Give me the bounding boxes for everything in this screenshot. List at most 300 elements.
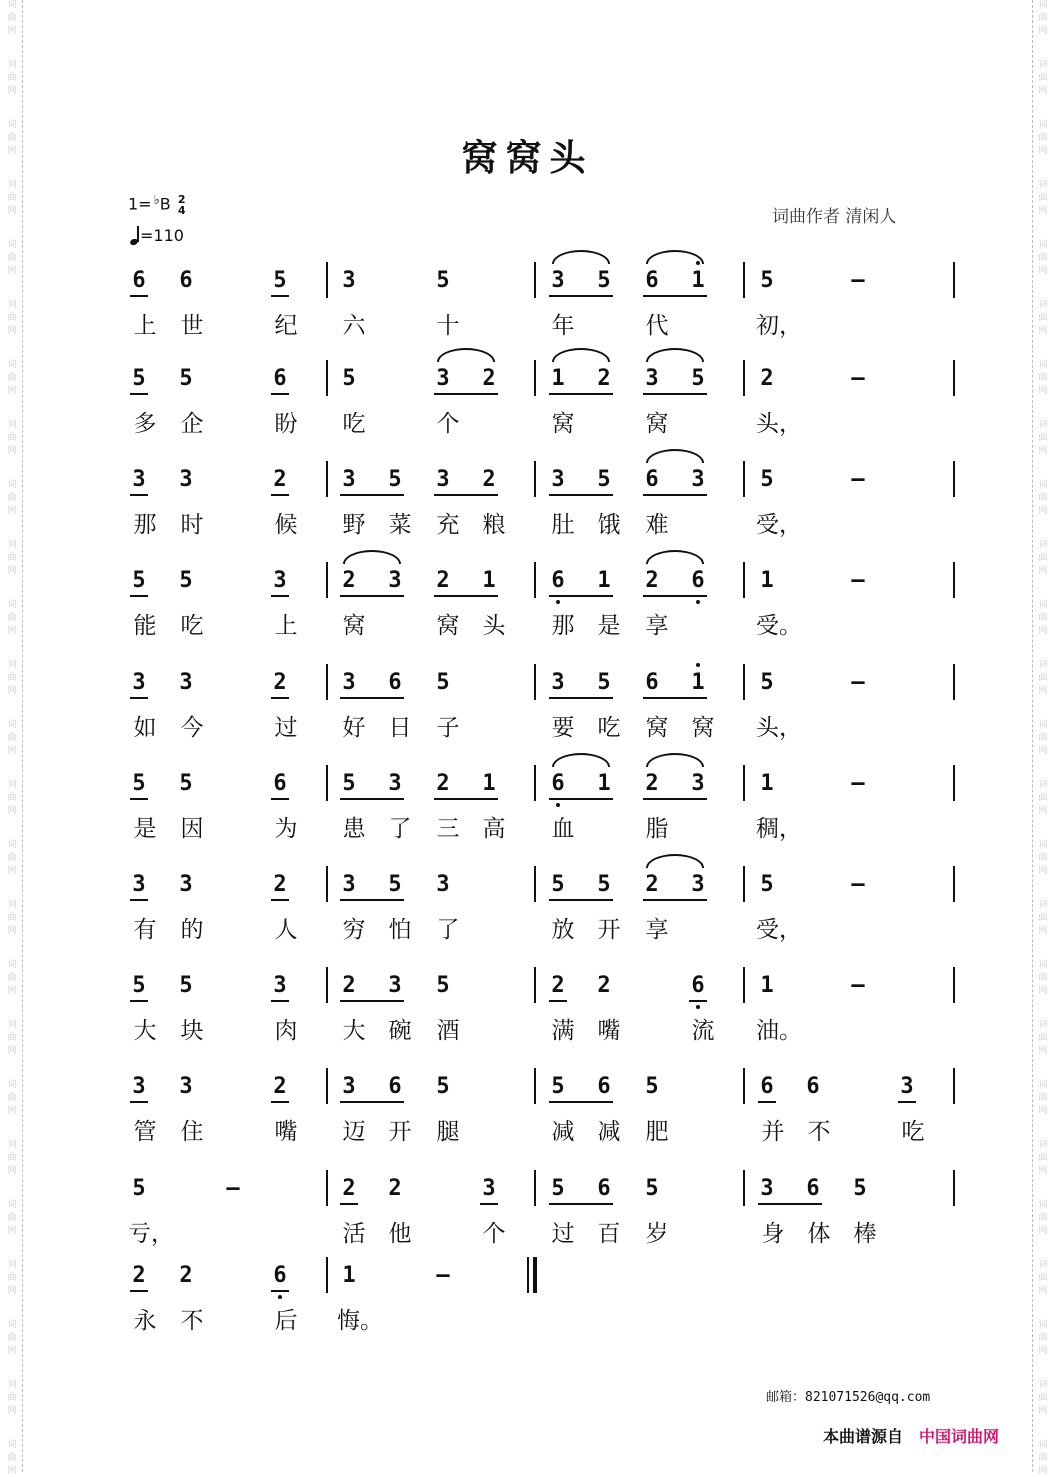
final-barline-thin [527,1257,529,1293]
note: 2 [273,1074,287,1099]
lyric-char: 开 [388,1119,412,1145]
note: 3 [342,1074,356,1099]
note: 3 [179,467,193,492]
barline [743,262,745,298]
watermark-glyph: 词 [1038,300,1048,310]
watermark-glyph: 曲 [7,1153,17,1163]
note: 6 [806,1176,820,1201]
eighth-underline [340,1203,358,1205]
note: 3 [760,1176,774,1201]
note: 5 [179,568,193,593]
note: 1 [482,568,496,593]
watermark-glyph: 曲 [7,973,17,983]
source-brand: 中国词曲网 [919,1427,1000,1446]
eighth-underline [340,494,404,496]
lyric-char: 是 [597,613,621,639]
lyric-char: 块 [180,1018,204,1044]
lyric-char: 人 [274,917,298,943]
watermark-glyph: 词 [1038,1140,1048,1150]
eighth-underline [340,798,404,800]
watermark-glyph: 曲 [1038,1453,1048,1463]
eighth-underline [271,494,289,496]
source-label: 本曲谱源自 [823,1427,904,1446]
lyric-char: 窝 [691,715,715,741]
watermark-glyph: 曲 [7,1393,17,1403]
note: 3 [132,467,146,492]
eighth-underline [271,1290,289,1292]
note: 2 [760,366,774,391]
lyric-char: 亏， [128,1221,174,1247]
lyric-char: 窝 [436,613,460,639]
lyric-char: 子 [436,715,460,741]
watermark-glyph: 网 [7,806,17,816]
lyric-char: 满 [551,1018,575,1044]
lyric-char: 活 [342,1221,366,1247]
lyric-char: 大 [342,1018,366,1044]
eighth-underline [549,697,613,699]
barline [743,461,745,497]
slur-arc [646,854,704,868]
lyric-char: 住 [180,1119,204,1145]
watermark-glyph: 曲 [1038,493,1048,503]
lyric-char: 稠， [756,816,802,842]
lyric-char: 纪 [274,313,298,339]
eighth-underline [340,899,404,901]
eighth-underline [549,494,613,496]
watermark-glyph: 词 [1038,600,1048,610]
lyric-char: 永 [133,1308,157,1334]
note: 5 [179,366,193,391]
note: 3 [273,568,287,593]
lyric-char: 个 [482,1221,506,1247]
eighth-underline [271,697,289,699]
lyric-char: 嘴 [274,1119,298,1145]
lyric-char: 开 [597,917,621,943]
note: 2 [597,366,611,391]
barline [534,664,536,700]
watermark-glyph: 词 [1038,1380,1048,1390]
barline [953,664,955,700]
note: 5 [597,467,611,492]
note: 3 [342,670,356,695]
watermark-glyph: 曲 [1038,733,1048,743]
lyric-char: 流 [691,1018,715,1044]
watermark-glyph: 词 [7,1020,17,1030]
lyric-char: 饿 [597,512,621,538]
slur-arc [552,348,610,362]
barline [743,664,745,700]
note: 3 [551,268,565,293]
watermark-glyph: 词 [7,60,17,70]
eighth-underline [643,798,707,800]
watermark-glyph: 词 [1038,540,1048,550]
note: 6 [597,1074,611,1099]
watermark-glyph: 词 [1038,180,1048,190]
eighth-underline [480,1203,498,1205]
watermark-glyph: 曲 [7,793,17,803]
note: 3 [179,1074,193,1099]
watermark-glyph: 曲 [1038,1093,1048,1103]
watermark-glyph: 网 [7,206,17,216]
note: 3 [342,872,356,897]
lyric-char: 六 [342,313,366,339]
lyric-char: 管 [133,1119,157,1145]
lyric-char: 有 [133,917,157,943]
watermark-glyph: 网 [1038,386,1048,396]
watermark-glyph: 曲 [7,1093,17,1103]
lyric-char: 窝 [645,715,669,741]
slur-arc [437,348,495,362]
barline [534,967,536,1003]
note: 3 [645,366,659,391]
note: 5 [179,771,193,796]
watermark-glyph: 词 [7,660,17,670]
slur-arc [552,250,610,264]
lyric-char: 菜 [388,512,412,538]
eighth-underline [340,697,404,699]
slur-arc [343,550,401,564]
watermark-glyph: 网 [7,1406,17,1416]
lyric-char: 肉 [274,1018,298,1044]
watermark-glyph: 曲 [7,193,17,203]
note: – [851,670,865,695]
lyric-char: 个 [436,411,460,437]
barline [326,262,328,298]
barline [326,1068,328,1104]
lyric-char: 是 [133,816,157,842]
note: 5 [551,1074,565,1099]
watermark-glyph: 网 [1038,986,1048,996]
note: 3 [482,1176,496,1201]
lyric-char: 身 [761,1221,785,1247]
eighth-underline [130,798,148,800]
note: 6 [691,973,705,998]
barline [534,765,536,801]
lyric-char: 血 [551,816,575,842]
note: 6 [645,670,659,695]
eighth-underline [271,595,289,597]
watermark-glyph: 曲 [1038,1393,1048,1403]
slur-arc [552,753,610,767]
watermark-glyph: 曲 [1038,73,1048,83]
lyric-char: 世 [180,313,204,339]
barline [534,262,536,298]
tempo-value: =110 [140,226,184,245]
note: 3 [691,872,705,897]
watermark-glyph: 曲 [7,673,17,683]
lyric-char: 了 [436,917,460,943]
watermark-glyph: 词 [7,1320,17,1330]
watermark-glyph: 词 [7,960,17,970]
note: 5 [132,1176,146,1201]
barline [953,866,955,902]
watermark-glyph: 网 [1038,26,1048,36]
note: 5 [342,771,356,796]
high-octave-dot [696,663,700,667]
note: 3 [436,467,450,492]
note: 2 [482,366,496,391]
eighth-underline [434,494,498,496]
watermark-glyph: 网 [1038,206,1048,216]
time-top: 2 [177,193,186,206]
note: 5 [760,268,774,293]
eighth-underline [549,1000,567,1002]
watermark-glyph: 曲 [1038,193,1048,203]
watermark-glyph: 曲 [1038,1273,1048,1283]
watermark-glyph: 网 [1038,506,1048,516]
eighth-underline [549,899,613,901]
lyric-char: 头， [756,411,802,437]
eighth-underline [549,595,613,597]
watermark-glyph: 网 [7,26,17,36]
watermark-glyph: 词 [1038,660,1048,670]
barline [953,461,955,497]
lyric-char: 难 [645,512,669,538]
watermark-glyph: 网 [1038,626,1048,636]
lyric-char: 岁 [645,1221,669,1247]
watermark-glyph: 网 [1038,326,1048,336]
slur-arc [646,550,704,564]
eighth-underline [549,295,613,297]
watermark-glyph: 词 [1038,0,1048,10]
note: 1 [760,568,774,593]
note: 5 [551,1176,565,1201]
watermark-glyph: 网 [7,1106,17,1116]
lyric-char: 上 [274,613,298,639]
lyric-char: 怕 [388,917,412,943]
watermark-glyph: 词 [7,360,17,370]
watermark-glyph: 词 [1038,360,1048,370]
lyric-char: 三 [436,816,460,842]
barline [326,461,328,497]
eighth-underline [898,1101,916,1103]
note: 6 [388,670,402,695]
watermark-glyph: 曲 [7,13,17,23]
lyric-char: 为 [274,816,298,842]
note: – [851,771,865,796]
slur-arc [646,449,704,463]
low-octave-dot [696,600,700,604]
key-note: B [159,194,171,214]
eighth-underline [643,697,707,699]
watermark-glyph: 曲 [1038,433,1048,443]
watermark-glyph: 网 [7,686,17,696]
lyric-char: 悔。 [337,1308,383,1334]
note: 3 [388,973,402,998]
barline [743,765,745,801]
lyric-char: 享 [645,613,669,639]
lyric-char: 如 [133,715,157,741]
watermark-glyph: 曲 [1038,313,1048,323]
barline [953,967,955,1003]
watermark-glyph: 曲 [1038,253,1048,263]
watermark-glyph: 曲 [1038,1153,1048,1163]
watermark-glyph: 网 [1038,806,1048,816]
watermark-glyph: 词 [7,540,17,550]
watermark-glyph: 词 [7,120,17,130]
lyric-char: 穷 [342,917,366,943]
eighth-underline [130,1000,148,1002]
lyric-char: 肚 [551,512,575,538]
note: 5 [760,872,774,897]
watermark-glyph: 曲 [7,433,17,443]
note: 2 [179,1263,193,1288]
note: 3 [132,1074,146,1099]
low-octave-dot [696,1005,700,1009]
barline [326,765,328,801]
watermark-glyph: 词 [7,900,17,910]
eighth-underline [271,1101,289,1103]
watermark-glyph: 曲 [1038,13,1048,23]
song-title: 窝窝头 [461,138,594,179]
lyric-char: 脂 [645,816,669,842]
watermark-glyph: 网 [7,1346,17,1356]
watermark-glyph: 网 [1038,746,1048,756]
note: 5 [551,872,565,897]
barline [743,1170,745,1206]
lyric-char: 不 [180,1308,204,1334]
low-octave-dot [556,600,560,604]
eighth-underline [643,393,707,395]
watermark-glyph: 曲 [7,373,17,383]
lyric-char: 吃 [901,1119,925,1145]
lyric-char: 肥 [645,1119,669,1145]
lyric-char: 百 [597,1221,621,1247]
watermark-glyph: 曲 [1038,133,1048,143]
watermark-glyph: 网 [7,866,17,876]
lyric-char: 迈 [342,1119,366,1145]
eighth-underline [549,1203,613,1205]
lyric-char: 日 [388,715,412,741]
watermark-glyph: 词 [7,780,17,790]
note: 5 [132,771,146,796]
note: 5 [436,1074,450,1099]
barline [326,664,328,700]
lyric-char: 初， [756,313,802,339]
eighth-underline [271,393,289,395]
low-octave-dot [556,803,560,807]
note: 5 [597,670,611,695]
watermark-glyph: 网 [7,446,17,456]
high-octave-dot [696,261,700,265]
note: 3 [436,872,450,897]
note: 5 [645,1176,659,1201]
watermark-glyph: 词 [7,1200,17,1210]
note: 5 [132,973,146,998]
note: 3 [388,568,402,593]
note: 2 [273,670,287,695]
time-bottom: 4 [177,204,186,217]
note: 6 [645,268,659,293]
note: 1 [760,973,774,998]
note: 5 [436,973,450,998]
note: – [851,568,865,593]
watermark-glyph: 网 [7,746,17,756]
note: 5 [597,268,611,293]
eighth-underline [130,494,148,496]
lyric-char: 他 [388,1221,412,1247]
note: 2 [342,1176,356,1201]
eighth-underline [643,899,707,901]
eighth-underline [549,798,613,800]
barline [534,562,536,598]
lyric-char: 时 [180,512,204,538]
note: 1 [760,771,774,796]
watermark-glyph: 曲 [7,1273,17,1283]
note: 5 [597,872,611,897]
note: 3 [436,366,450,391]
watermark-glyph: 词 [7,240,17,250]
watermark-glyph: 词 [7,180,17,190]
watermark-glyph: 词 [1038,240,1048,250]
watermark-glyph: 网 [7,926,17,936]
note: 5 [853,1176,867,1201]
note: 2 [388,1176,402,1201]
note: 2 [645,771,659,796]
eighth-underline [130,697,148,699]
watermark-glyph: 网 [1038,86,1048,96]
watermark-glyph: 网 [1038,1226,1048,1236]
watermark-glyph: 曲 [1038,853,1048,863]
lyric-char: 野 [342,512,366,538]
note: 3 [179,670,193,695]
watermark-glyph: 网 [1038,1166,1048,1176]
barline [953,765,955,801]
lyric-char: 享 [645,917,669,943]
eighth-underline [758,1101,776,1103]
note: 3 [691,467,705,492]
watermark-glyph: 网 [7,266,17,276]
lyric-char: 酒 [436,1018,460,1044]
watermark-glyph: 网 [7,1466,17,1476]
lyric-char: 上 [133,313,157,339]
lyric-char: 的 [180,917,204,943]
watermark-glyph: 词 [1038,480,1048,490]
note: 1 [551,366,565,391]
note: 2 [645,872,659,897]
lyric-char: 窝 [645,411,669,437]
lyric-char: 充 [436,512,460,538]
lyric-char: 因 [180,816,204,842]
eighth-underline [130,1101,148,1103]
lyric-char: 高 [482,816,506,842]
watermark-glyph: 词 [7,1140,17,1150]
barline [743,562,745,598]
note: – [851,872,865,897]
note: 1 [691,670,705,695]
lyric-char: 头， [756,715,802,741]
barline [326,866,328,902]
watermark-glyph: 词 [7,1260,17,1270]
watermark-glyph: 词 [7,720,17,730]
watermark-glyph: 词 [1038,900,1048,910]
lyric-char: 年 [551,313,575,339]
composer-credit: 词曲作者 清闲人 [772,207,897,227]
note: 5 [132,568,146,593]
barline [326,1170,328,1206]
watermark-glyph: 曲 [7,853,17,863]
eighth-underline [130,595,148,597]
watermark-glyph: 词 [1038,1260,1048,1270]
lyric-char: 受， [756,512,802,538]
watermark-glyph: 词 [7,1080,17,1090]
barline [953,360,955,396]
flat-sign: ♭ [153,192,160,208]
lyric-char: 并 [761,1119,785,1145]
note: 3 [551,670,565,695]
barline [953,1170,955,1206]
watermark-glyph: 曲 [7,1213,17,1223]
